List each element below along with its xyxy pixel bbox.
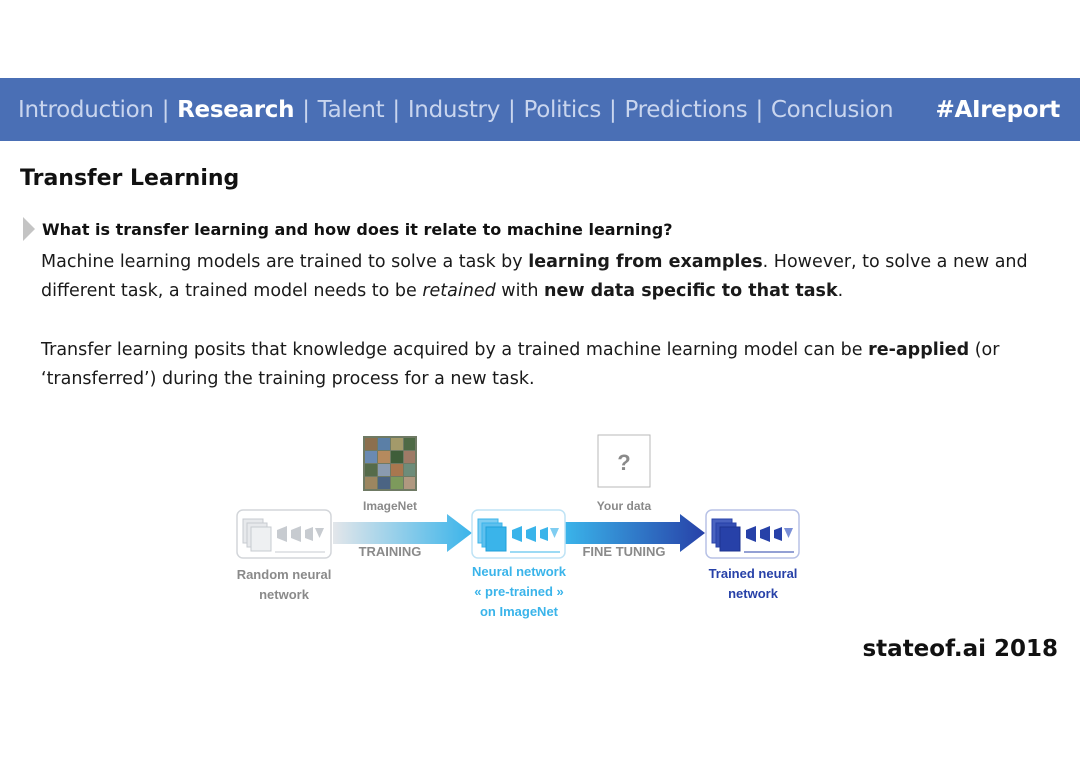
nav-separator: | — [609, 96, 617, 123]
nav-item-conclusion[interactable]: Conclusion — [770, 96, 894, 123]
pretrained-label-line3: on ImageNet — [479, 604, 559, 619]
fine-tuning-label: FINE TUNING — [582, 544, 666, 559]
paragraph-transfer — [41, 336, 1051, 394]
chevron-right-icon — [22, 216, 36, 242]
report-hashtag: #AIreport — [935, 96, 1060, 123]
random-network-label-line1: Random neural — [236, 567, 332, 582]
pretrained-label-line1: Neural network — [472, 564, 566, 579]
trained-network-label-line1: Trained neural — [708, 566, 798, 581]
section-nav-bar — [0, 78, 1080, 141]
trained-network-label-line2: network — [728, 586, 778, 601]
paragraph-text: . However, to solve a new and different task, a trained model needs to be — [41, 252, 1028, 301]
nav-separator: | — [508, 96, 516, 123]
emphasis-retained: retained — [422, 281, 496, 301]
section-nav — [18, 97, 893, 123]
paragraph-text: (or ‘transferred’) during the training process for a new task. — [41, 340, 1000, 389]
page-title: Transfer Learning — [20, 166, 240, 191]
training-label: TRAINING — [358, 544, 422, 559]
paragraph-examples — [41, 248, 1051, 306]
pretrained-label-line2: « pre-trained » — [474, 584, 564, 599]
transfer-learning-diagram — [225, 428, 825, 628]
nav-item-research[interactable]: Research — [177, 96, 295, 123]
paragraph-text: Transfer learning posits that knowledge acquired by a trained machine learning model can be — [41, 340, 869, 360]
nav-separator: | — [161, 96, 170, 123]
paragraph-text: . — [837, 281, 844, 301]
emphasis-learning-from-examples: learning from examples — [528, 252, 763, 272]
nav-item-introduction[interactable]: Introduction — [18, 96, 154, 123]
imagenet-label: ImageNet — [362, 499, 418, 513]
nav-separator: | — [302, 96, 310, 123]
imagenet-thumbnail — [363, 436, 417, 491]
pretrained-network-icon — [472, 510, 565, 558]
section-question: What is transfer learning and how does it relate to machine learning? — [42, 219, 673, 239]
your-data-label: Your data — [596, 499, 652, 513]
footer-brand: stateof.ai 2018 — [862, 636, 1058, 662]
emphasis-new-data: new data specific to that task — [544, 281, 838, 301]
nav-separator: | — [755, 96, 763, 123]
nav-separator: | — [392, 96, 400, 123]
nav-item-talent[interactable]: Talent — [317, 96, 385, 123]
question-mark-icon: ? — [617, 450, 631, 475]
trained-network-icon — [706, 510, 799, 558]
paragraph-text: with — [495, 281, 544, 301]
question-row — [22, 216, 672, 242]
random-network-icon — [237, 510, 331, 558]
paragraph-text: Machine learning models are trained to solve a task by — [41, 252, 529, 272]
random-network-label-line2: network — [259, 587, 309, 602]
emphasis-re-applied: re-applied — [868, 340, 970, 360]
nav-item-predictions[interactable]: Predictions — [624, 96, 748, 123]
nav-item-industry[interactable]: Industry — [407, 96, 501, 123]
nav-item-politics[interactable]: Politics — [523, 96, 602, 123]
